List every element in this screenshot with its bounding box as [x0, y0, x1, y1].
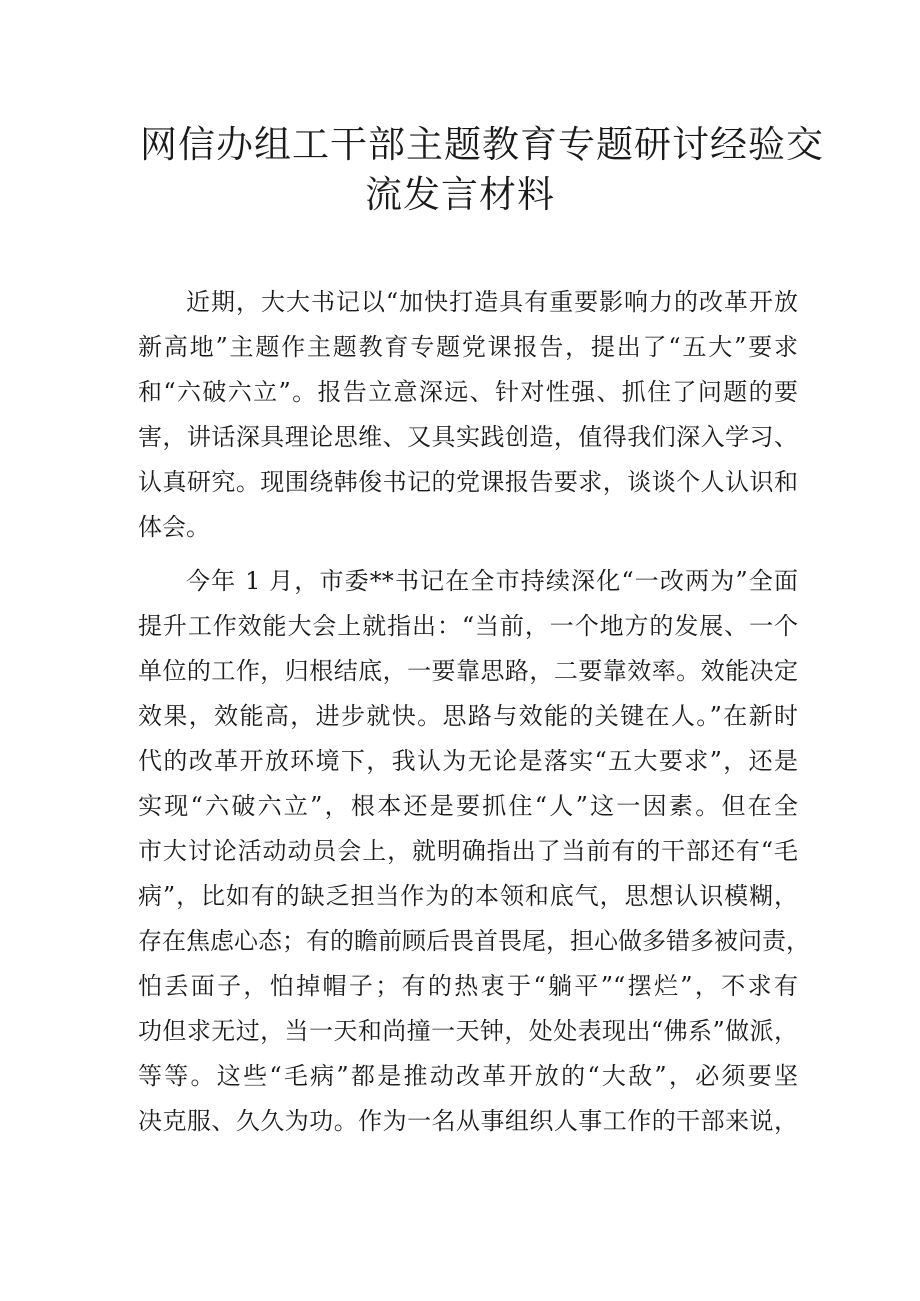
- paragraph-line: 代的改革开放环境下，我认为无论是落实“五大要求”，还是: [138, 747, 798, 775]
- paragraph-line: 体会。: [138, 513, 210, 541]
- paragraph-line: 单位的工作，归根结底，一要靠思路，二要靠效率。效能决定: [138, 657, 798, 685]
- title-line-1: 网信办组工干部主题教育专题研讨经验交: [140, 123, 824, 166]
- paragraph-line: 认真研究。现围绕韩俊书记的党课报告要求，谈谈个人认识和: [138, 468, 798, 496]
- paragraph-line: 新高地”主题作主题教育专题党课报告，提出了“五大”要求: [138, 333, 798, 361]
- paragraph-line: 怕丢面子，怕掉帽子；有的热衷于“躺平”“摆烂”，不求有: [138, 972, 798, 1000]
- paragraph-2: [138, 559, 810, 1144]
- paragraph-line: 害，讲话深具理论思维、又具实践创造，值得我们深入学习、: [138, 423, 798, 451]
- paragraph-1: [138, 280, 798, 550]
- paragraph-line: 决克服、久久为功。作为一名从事组织人事工作的干部来说，: [138, 1107, 798, 1135]
- paragraph-line: 提升工作效能大会上就指出：“当前，一个地方的发展、一个: [138, 612, 798, 640]
- paragraph-line: 存在焦虑心态；有的瞻前顾后畏首畏尾，担心做多错多被问责，: [138, 927, 810, 955]
- paragraph-line: 今年 1 月，市委**书记在全市持续深化“一改两为”全面: [186, 567, 798, 595]
- paragraph-line: 市大讨论活动动员会上，就明确指出了当前有的干部还有“毛: [138, 837, 798, 865]
- paragraph-line: 效果，效能高，进步就快。思路与效能的关键在人。”在新时: [138, 702, 798, 730]
- title-line-2: 流发言材料: [365, 173, 555, 216]
- document-body: [138, 280, 810, 1144]
- paragraph-line: 等等。这些“毛病”都是推动改革开放的“大敌”，必须要坚: [138, 1062, 798, 1090]
- paragraph-line: 功但求无过，当一天和尚撞一天钟，处处表现出“佛系”做派，: [138, 1017, 798, 1045]
- paragraph-line: 病”，比如有的缺乏担当作为的本领和底气，思想认识模糊，: [138, 882, 798, 910]
- paragraph-line: 近期，大大书记以“加快打造具有重要影响力的改革开放: [186, 288, 798, 316]
- paragraph-line: 和“六破六立”。报告立意深远、针对性强、抓住了问题的要: [138, 378, 798, 406]
- paragraph-line: 实现“六破六立”，根本还是要抓住“人”这一因素。但在全: [138, 792, 798, 820]
- document-title: [140, 120, 824, 220]
